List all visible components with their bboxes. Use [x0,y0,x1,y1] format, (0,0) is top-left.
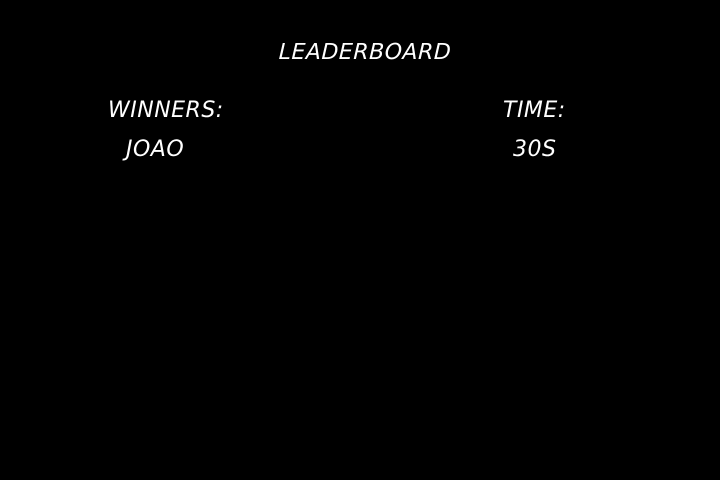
winner-name: JOAO [126,137,185,162]
time-column-header: TIME: [503,98,566,123]
leaderboard-title: LEADERBOARD [278,40,452,65]
winner-time: 30S [513,137,557,162]
winners-column-header: WINNERS: [108,98,224,123]
